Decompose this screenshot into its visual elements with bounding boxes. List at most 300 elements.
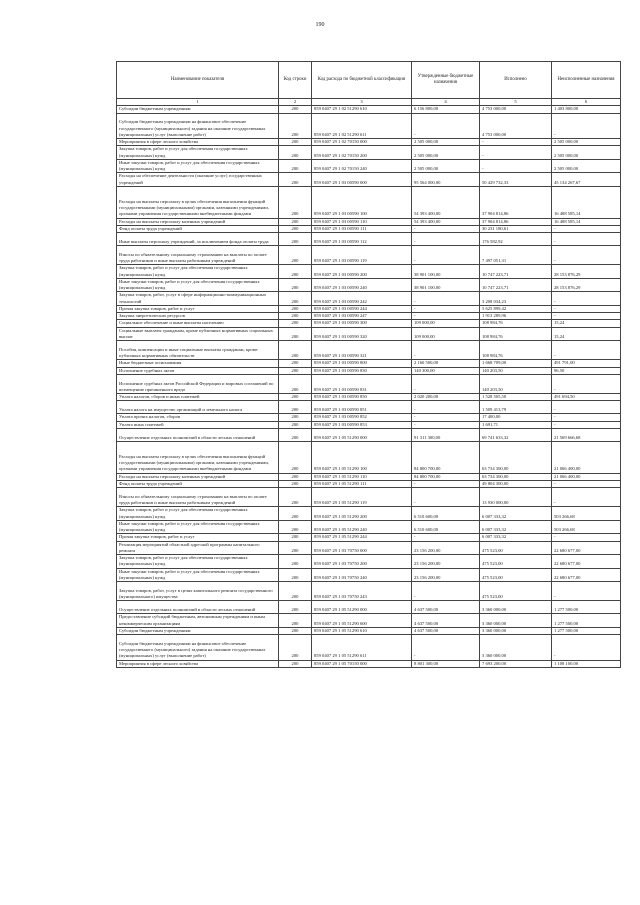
row-unexecuted-amount: -: [552, 421, 621, 428]
row-unexecuted-amount: 22 680 677,00: [552, 541, 621, 555]
row-executed-amount: 140 203,50: [480, 367, 552, 374]
row-approved-amount: 2 160 500,00: [412, 360, 480, 367]
row-budget-code: 859 0407 29 1 03 00590 850: [312, 394, 412, 401]
row-approved-amount: -: [412, 582, 480, 601]
row-approved-amount: 23 156 200,00: [412, 568, 480, 582]
row-name: Фонд оплаты труда учреждений: [117, 480, 279, 487]
column-number: 3: [312, 99, 412, 106]
row-line-code: 200: [279, 401, 312, 414]
row-line-code: 200: [279, 428, 312, 441]
table-row: [117, 146, 621, 160]
row-name: Закупка товаров, работ и услуг для обеспечения государственных (муниципальных) нужд: [117, 146, 279, 160]
row-budget-code: 859 0407 29 1 05 51290 111: [312, 480, 412, 487]
row-name: Закупка товаров, работ и услуг для обеспечения государственных (муниципальных) нужд: [117, 555, 279, 569]
row-approved-amount: 23 156 200,00: [412, 541, 480, 555]
row-budget-code: 859 0407 29 1 03 00590 300: [312, 320, 412, 327]
row-approved-amount: -: [412, 488, 480, 507]
row-name: Предоставление субсидий бюджетным, автономным учреждениям и иным некоммерческим организациям: [117, 614, 279, 628]
row-unexecuted-amount: 503 266,68: [552, 520, 621, 534]
row-budget-code: 859 0407 29 1 03 00590 119: [312, 246, 412, 265]
row-executed-amount: -: [480, 139, 552, 146]
row-approved-amount: 6 156 800,00: [412, 106, 480, 113]
row-executed-amount: 108 984,76: [480, 327, 552, 341]
row-unexecuted-amount: -: [552, 313, 621, 320]
row-name: Пособия, компенсации и иные социальные выплаты гражданам, кроме публичных нормативных обязательств: [117, 341, 279, 360]
row-line-code: 200: [279, 421, 312, 428]
row-line-code: 200: [279, 113, 312, 139]
row-line-code: 200: [279, 480, 312, 487]
row-line-code: 200: [279, 374, 312, 393]
table-row: [117, 568, 621, 582]
row-executed-amount: 1 528 505,50: [480, 394, 552, 401]
row-name: Закупка энергетических ресурсов: [117, 313, 279, 320]
row-executed-amount: 108 984,76: [480, 320, 552, 327]
row-line-code: 200: [279, 601, 312, 614]
row-line-code: 200: [279, 441, 312, 473]
table-row: [117, 106, 621, 113]
row-name: Фонд оплаты труда учреждений: [117, 225, 279, 232]
row-budget-code: 859 0407 29 1 05 51290 100: [312, 441, 412, 473]
table-row: [117, 414, 621, 421]
column-number-row: [117, 99, 621, 106]
row-approved-amount: 4 637 500,00: [412, 614, 480, 628]
row-name: Прочая закупка товаров, работ и услуг: [117, 534, 279, 541]
row-approved-amount: -: [412, 414, 480, 421]
row-approved-amount: 4 637 500,00: [412, 601, 480, 614]
table-row: [117, 313, 621, 320]
row-budget-code: 859 0407 29 1 05 51290 610: [312, 627, 412, 634]
row-executed-amount: 3 360 000,00: [480, 614, 552, 628]
table-row: [117, 186, 621, 218]
column-number: 1: [117, 99, 279, 106]
row-approved-amount: 38 901 100,00: [412, 265, 480, 279]
row-name: Расходы на выплаты персоналу казенных учреждений: [117, 473, 279, 480]
row-name: Исполнение судебных актов: [117, 367, 279, 374]
row-line-code: 200: [279, 246, 312, 265]
row-executed-amount: 140 203,50: [480, 374, 552, 393]
row-name: Взносы по обязательному социальному страхованию на выплаты по оплате труда работников и иные выплаты работникам учреждений: [117, 246, 279, 265]
row-budget-code: 859 0407 29 1 03 70750 240: [312, 568, 412, 582]
row-executed-amount: 63 734 300,00: [480, 473, 552, 480]
row-executed-amount: -: [480, 159, 552, 173]
table-row: [117, 159, 621, 173]
row-name: Расходы на выплаты персоналу казенных учреждений: [117, 218, 279, 225]
row-executed-amount: 5 625 899,42: [480, 305, 552, 312]
row-budget-code: 859 0407 29 1 03 70750 243: [312, 582, 412, 601]
table-row: [117, 541, 621, 555]
row-unexecuted-amount: -: [552, 635, 621, 661]
row-unexecuted-amount: -: [552, 401, 621, 414]
row-line-code: 200: [279, 327, 312, 341]
row-budget-code: 859 0407 29 1 03 00590 852: [312, 414, 412, 421]
row-budget-code: 859 0407 29 1 03 00590 244: [312, 305, 412, 312]
row-approved-amount: 6 510 600,00: [412, 507, 480, 521]
row-unexecuted-amount: -: [552, 488, 621, 507]
table-row: [117, 246, 621, 265]
table-row: [117, 394, 621, 401]
table-row: [117, 421, 621, 428]
row-unexecuted-amount: -: [552, 292, 621, 306]
row-budget-code: 859 0407 29 1 05 51290 119: [312, 488, 412, 507]
table-row: [117, 488, 621, 507]
table-row: [117, 341, 621, 360]
row-budget-code: 859 0407 29 1 02 70150 000: [312, 139, 412, 146]
row-name: Реализация мероприятий областной адресной программы капитального ремонта: [117, 541, 279, 555]
table-row: [117, 225, 621, 232]
row-line-code: 200: [279, 106, 312, 113]
row-approved-amount: 54 393 400,00: [412, 218, 480, 225]
row-executed-amount: 1 509 413,79: [480, 401, 552, 414]
row-executed-amount: 63 734 300,00: [480, 441, 552, 473]
row-line-code: 200: [279, 394, 312, 401]
row-budget-code: 859 0407 29 1 03 00590 000: [312, 173, 412, 187]
row-executed-amount: 17 400,00: [480, 414, 552, 421]
row-unexecuted-amount: -: [552, 233, 621, 246]
row-unexecuted-amount: -: [552, 534, 621, 541]
row-name: Иные закупки товаров, работ и услуг для обеспечения государственных (муниципальных) нужд: [117, 159, 279, 173]
row-budget-code: 859 0407 29 1 03 00590 800: [312, 360, 412, 367]
row-approved-amount: -: [412, 292, 480, 306]
row-executed-amount: 7 693 200,00: [480, 660, 552, 667]
row-budget-code: 859 0407 29 1 03 00590 831: [312, 374, 412, 393]
row-name: Социальное обеспечение и иные выплаты населению: [117, 320, 279, 327]
row-name: Расходы на выплаты персоналу в целях обеспечения выполнения функций государственными (муниципальными) органами, казенными учреждениями, органами управления государственными внебюджетными фондами: [117, 186, 279, 218]
row-line-code: 200: [279, 360, 312, 367]
row-name: Социальные выплаты гражданам, кроме публичных нормативных социальных выплат: [117, 327, 279, 341]
row-budget-code: 859 0407 29 1 02 51290 610: [312, 106, 412, 113]
row-name: Иные бюджетные ассигнования: [117, 360, 279, 367]
table-row: [117, 292, 621, 306]
table-row: [117, 601, 621, 614]
row-approved-amount: 6 510 600,00: [412, 520, 480, 534]
row-budget-code: 859 0407 29 1 05 51290 244: [312, 534, 412, 541]
row-unexecuted-amount: 2 505 000,00: [552, 159, 621, 173]
row-budget-code: 859 0407 29 1 05 51290 240: [312, 520, 412, 534]
row-line-code: 200: [279, 341, 312, 360]
table-row: [117, 627, 621, 634]
row-approved-amount: -: [412, 635, 480, 661]
row-unexecuted-amount: 22 680 677,00: [552, 568, 621, 582]
row-line-code: 200: [279, 233, 312, 246]
table-row: [117, 555, 621, 569]
row-name: Мероприятия в сфере лесного хозяйства: [117, 660, 279, 667]
row-executed-amount: 3 360 000,00: [480, 627, 552, 634]
table-row: [117, 233, 621, 246]
row-name: Уплата налога на имущество организаций и земельного налога: [117, 401, 279, 414]
row-executed-amount: 69 741 633,32: [480, 428, 552, 441]
row-executed-amount: 1 668 709,00: [480, 360, 552, 367]
column-number: 4: [412, 99, 480, 106]
row-executed-amount: 6 007 333,32: [480, 520, 552, 534]
row-line-code: 200: [279, 159, 312, 173]
row-executed-amount: 475 523,00: [480, 582, 552, 601]
row-approved-amount: -: [412, 113, 480, 139]
row-unexecuted-amount: 15,24: [552, 327, 621, 341]
row-name: Расходы на обеспечение деятельности (оказание услуг) государственных учреждений: [117, 173, 279, 187]
row-executed-amount: 4 753 000,00: [480, 106, 552, 113]
row-unexecuted-amount: -: [552, 414, 621, 421]
row-approved-amount: 109 000,00: [412, 320, 480, 327]
row-approved-amount: 38 901 100,00: [412, 278, 480, 292]
row-budget-code: 859 0407 29 1 05 70150 000: [312, 660, 412, 667]
row-line-code: 200: [279, 292, 312, 306]
row-budget-code: 859 0407 29 1 03 00590 320: [312, 327, 412, 341]
row-line-code: 200: [279, 414, 312, 421]
row-unexecuted-amount: 2 505 000,00: [552, 146, 621, 160]
row-unexecuted-amount: -: [552, 305, 621, 312]
row-approved-amount: -: [412, 480, 480, 487]
row-budget-code: 859 0407 29 1 03 00590 111: [312, 225, 412, 232]
row-executed-amount: 50 429 732,33: [480, 173, 552, 187]
row-approved-amount: -: [412, 421, 480, 428]
table-row: [117, 367, 621, 374]
row-executed-amount: 1 913 289,96: [480, 313, 552, 320]
row-unexecuted-amount: 2 505 000,00: [552, 139, 621, 146]
table-row: [117, 635, 621, 661]
row-budget-code: 859 0407 29 1 05 51290 110: [312, 473, 412, 480]
row-approved-amount: 4 637 500,00: [412, 627, 480, 634]
row-name: Закупка товаров, работ и услуг для обеспечения государственных (муниципальных) нужд: [117, 507, 279, 521]
table-row: [117, 660, 621, 667]
row-approved-amount: 95 564 000,00: [412, 173, 480, 187]
row-name: Прочая закупка товаров, работ и услуг: [117, 305, 279, 312]
row-approved-amount: -: [412, 225, 480, 232]
row-line-code: 200: [279, 367, 312, 374]
row-unexecuted-amount: 1 403 800,00: [552, 106, 621, 113]
row-line-code: 200: [279, 320, 312, 327]
row-line-code: 200: [279, 635, 312, 661]
row-name: Закупка товаров, работ, услуг в сфере информационно-коммуникационных технологий: [117, 292, 279, 306]
row-name: Субсидии бюджетным учреждениям: [117, 627, 279, 634]
table-row: [117, 360, 621, 367]
row-budget-code: 859 0407 29 1 03 00590 321: [312, 341, 412, 360]
row-unexecuted-amount: 21 066 400,00: [552, 441, 621, 473]
row-name: Иные выплаты персоналу учреждений, за исключением фонда оплаты труда: [117, 233, 279, 246]
table-row: [117, 327, 621, 341]
row-line-code: 200: [279, 473, 312, 480]
row-line-code: 200: [279, 265, 312, 279]
row-executed-amount: 1 691,71: [480, 421, 552, 428]
row-approved-amount: 84 800 700,00: [412, 441, 480, 473]
row-unexecuted-amount: 16 488 585,14: [552, 186, 621, 218]
row-budget-code: 859 0407 29 1 03 00590 853: [312, 421, 412, 428]
table-row: [117, 173, 621, 187]
row-unexecuted-amount: -: [552, 246, 621, 265]
table-row: [117, 520, 621, 534]
row-executed-amount: 10 747 223,71: [480, 265, 552, 279]
row-line-code: 200: [279, 488, 312, 507]
table-row: [117, 374, 621, 393]
table-header-row: [117, 62, 621, 99]
row-budget-code: 859 0407 29 1 03 00590 247: [312, 313, 412, 320]
table-row: [117, 320, 621, 327]
table-row: [117, 582, 621, 601]
column-number: 5: [480, 99, 552, 106]
row-line-code: 200: [279, 660, 312, 667]
row-unexecuted-amount: -: [552, 480, 621, 487]
row-unexecuted-amount: 1 277 500,00: [552, 614, 621, 628]
row-approved-amount: -: [412, 341, 480, 360]
row-line-code: 200: [279, 507, 312, 521]
row-unexecuted-amount: -: [552, 225, 621, 232]
row-budget-code: 859 0407 29 1 03 00590 242: [312, 292, 412, 306]
row-executed-amount: 13 930 000,00: [480, 488, 552, 507]
row-name: Осуществление отдельных полномочий в области лесных отношений: [117, 601, 279, 614]
table-row: [117, 480, 621, 487]
table-row: [117, 507, 621, 521]
row-approved-amount: -: [412, 534, 480, 541]
table-row: [117, 473, 621, 480]
row-unexecuted-amount: 1 277 500,00: [552, 627, 621, 634]
row-approved-amount: -: [412, 374, 480, 393]
row-line-code: 200: [279, 218, 312, 225]
row-budget-code: 859 0407 29 1 03 00590 200: [312, 265, 412, 279]
row-unexecuted-amount: 16 488 585,14: [552, 218, 621, 225]
row-executed-amount: 37 904 814,86: [480, 218, 552, 225]
table-row: [117, 265, 621, 279]
row-line-code: 200: [279, 627, 312, 634]
row-line-code: 200: [279, 173, 312, 187]
row-line-code: 200: [279, 278, 312, 292]
row-executed-amount: 475 523,00: [480, 555, 552, 569]
row-approved-amount: 140 300,00: [412, 367, 480, 374]
row-executed-amount: 475 523,00: [480, 568, 552, 582]
row-executed-amount: 3 360 000,00: [480, 601, 552, 614]
table-row: [117, 278, 621, 292]
row-unexecuted-amount: 1 277 500,00: [552, 601, 621, 614]
row-name: Мероприятия в сфере лесного хозяйства: [117, 139, 279, 146]
row-unexecuted-amount: 491 694,50: [552, 394, 621, 401]
row-name: Уплата налогов, сборов и иных платежей: [117, 394, 279, 401]
row-approved-amount: -: [412, 401, 480, 414]
row-line-code: 200: [279, 534, 312, 541]
row-executed-amount: 176 582,92: [480, 233, 552, 246]
row-name: Взносы по обязательному социальному страхованию на выплаты по оплате труда работников и иные выплаты работникам учреждений: [117, 488, 279, 507]
row-line-code: 200: [279, 614, 312, 628]
row-line-code: 200: [279, 582, 312, 601]
row-unexecuted-amount: -: [552, 113, 621, 139]
row-line-code: 200: [279, 146, 312, 160]
row-name: Уплата прочих налогов, сборов: [117, 414, 279, 421]
row-approved-amount: 2 505 000,00: [412, 139, 480, 146]
row-unexecuted-amount: 45 134 267,67: [552, 173, 621, 187]
row-name: Субсидии бюджетным учреждениям на финансовое обеспечение государственного (муниципального) задания на оказание государственных (муниципальных) услуг (выполнение работ): [117, 113, 279, 139]
column-header-budget-code: Код расхода по бюджетной классификации: [312, 62, 412, 99]
row-budget-code: 859 0407 29 1 03 00590 110: [312, 218, 412, 225]
table-row: [117, 534, 621, 541]
row-unexecuted-amount: 96,50: [552, 367, 621, 374]
row-name: Субсидии бюджетным учреждениям: [117, 106, 279, 113]
table-body: [117, 106, 621, 668]
row-approved-amount: -: [412, 313, 480, 320]
row-executed-amount: 6 007 333,32: [480, 507, 552, 521]
row-approved-amount: -: [412, 233, 480, 246]
row-budget-code: 859 0407 29 1 03 00590 240: [312, 278, 412, 292]
table-row: [117, 614, 621, 628]
row-unexecuted-amount: 503 266,68: [552, 507, 621, 521]
table-row: [117, 139, 621, 146]
row-name: Иные закупки товаров, работ и услуг для обеспечения государственных (муниципальных) нужд: [117, 568, 279, 582]
row-approved-amount: -: [412, 246, 480, 265]
row-unexecuted-amount: 21 569 666,68: [552, 428, 621, 441]
row-approved-amount: 2 505 000,00: [412, 146, 480, 160]
row-unexecuted-amount: 22 680 677,00: [552, 555, 621, 569]
row-budget-code: 859 0407 29 1 02 70150 240: [312, 159, 412, 173]
row-name: Расходы на выплаты персоналу в целях обеспечения выполнения функций государственными (муниципальными) органами, казенными учреждениями, органами управления государственными внебюджетными фондами: [117, 441, 279, 473]
row-line-code: 200: [279, 313, 312, 320]
row-budget-code: 859 0407 29 1 05 51290 600: [312, 614, 412, 628]
row-approved-amount: 8 801 300,00: [412, 660, 480, 667]
table-row: [117, 305, 621, 312]
row-budget-code: 859 0407 29 1 05 51290 200: [312, 507, 412, 521]
row-budget-code: 859 0407 29 1 03 70750 200: [312, 555, 412, 569]
column-header-unexecuted: Неисполненные назначения: [552, 62, 621, 99]
row-name: Исполнение судебных актов Российской Федерации и мировых соглашений по возмещению причиненного вреда: [117, 374, 279, 393]
row-name: Иные закупки товаров, работ и услуг для обеспечения государственных (муниципальных) нужд: [117, 278, 279, 292]
row-budget-code: 859 0407 29 1 02 70150 200: [312, 146, 412, 160]
row-executed-amount: 7 497 051,31: [480, 246, 552, 265]
table-row: [117, 218, 621, 225]
row-unexecuted-amount: 21 066 400,00: [552, 473, 621, 480]
row-executed-amount: 3 360 000,00: [480, 635, 552, 661]
row-budget-code: 859 0407 29 1 02 51290 611: [312, 113, 412, 139]
row-unexecuted-amount: 491 791,00: [552, 360, 621, 367]
row-approved-amount: 109 000,00: [412, 327, 480, 341]
row-executed-amount: 30 231 180,61: [480, 225, 552, 232]
row-executed-amount: 108 984,76: [480, 341, 552, 360]
row-name: Осуществление отдельных полномочий в области лесных отношений: [117, 428, 279, 441]
row-unexecuted-amount: 28 153 876,29: [552, 278, 621, 292]
row-executed-amount: -: [480, 146, 552, 160]
row-line-code: 200: [279, 520, 312, 534]
row-line-code: 200: [279, 186, 312, 218]
row-approved-amount: 2 020 200,00: [412, 394, 480, 401]
row-budget-code: 859 0407 29 1 05 51290 611: [312, 635, 412, 661]
row-approved-amount: 91 311 300,00: [412, 428, 480, 441]
row-unexecuted-amount: 1 108 100,00: [552, 660, 621, 667]
row-line-code: 200: [279, 305, 312, 312]
budget-report-table: [116, 61, 621, 668]
row-approved-amount: 2 505 000,00: [412, 159, 480, 173]
row-approved-amount: 23 156 200,00: [412, 555, 480, 569]
column-number: 6: [552, 99, 621, 106]
row-unexecuted-amount: -: [552, 582, 621, 601]
row-budget-code: 859 0407 29 1 05 51290 000: [312, 428, 412, 441]
table-row: [117, 441, 621, 473]
row-name: Субсидии бюджетным учреждениям на финансовое обеспечение государственного (муниципального) задания на оказание государственных (муниципальных) услуг (выполнение работ): [117, 635, 279, 661]
row-unexecuted-amount: -: [552, 374, 621, 393]
table-row: [117, 428, 621, 441]
row-line-code: 200: [279, 139, 312, 146]
row-unexecuted-amount: -: [552, 341, 621, 360]
row-executed-amount: 49 804 300,00: [480, 480, 552, 487]
row-executed-amount: 3 208 034,23: [480, 292, 552, 306]
row-executed-amount: 10 747 223,71: [480, 278, 552, 292]
row-executed-amount: 37 904 814,86: [480, 186, 552, 218]
row-budget-code: 859 0407 29 1 05 51290 000: [312, 601, 412, 614]
row-approved-amount: 84 800 700,00: [412, 473, 480, 480]
row-name: Иные закупки товаров, работ и услуг для обеспечения государственных (муниципальных) нужд: [117, 520, 279, 534]
row-unexecuted-amount: 15,24: [552, 320, 621, 327]
row-approved-amount: -: [412, 305, 480, 312]
row-budget-code: 859 0407 29 1 03 00590 100: [312, 186, 412, 218]
row-approved-amount: 54 393 400,00: [412, 186, 480, 218]
row-budget-code: 859 0407 29 1 03 00590 851: [312, 401, 412, 414]
row-executed-amount: 6 007 333,32: [480, 534, 552, 541]
table-row: [117, 401, 621, 414]
column-header-executed: Исполнено: [480, 62, 552, 99]
column-header-approved: Утвержденные бюджетные назначения: [412, 62, 480, 99]
